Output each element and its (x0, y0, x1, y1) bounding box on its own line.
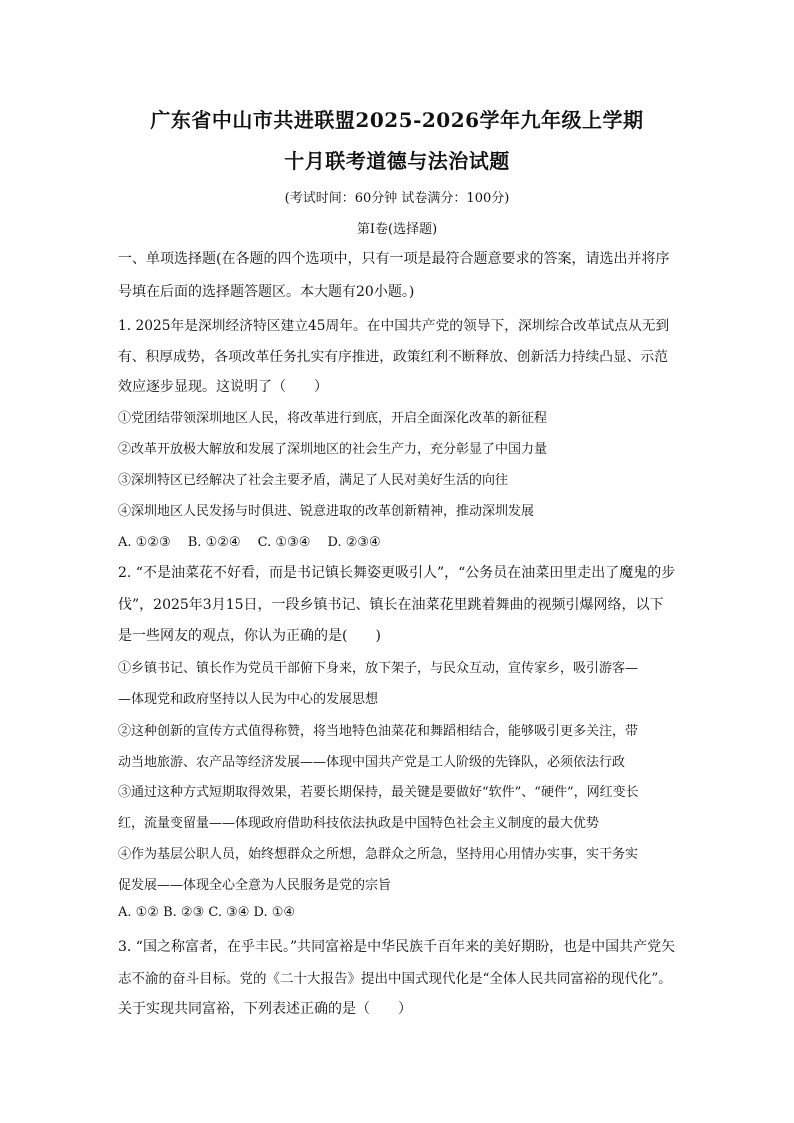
q3-stem-line2: 志不渝的奋斗目标。党的《二十大报告》提出中国式现代化是“全体人民共同富裕的现代化”。 (118, 971, 672, 987)
q2-stem-line3: 是一些网友的观点，你认为正确的是( ) (118, 628, 381, 644)
q1-stem-line1: 1. 2025年是深圳经济特区建立45周年。在中国共产党的领导下，深圳综合改革试点从无到 (118, 318, 670, 334)
exam-title-line1: 广东省中山市共进联盟2025-2026学年九年级上学期 (150, 108, 644, 132)
q2-option-2-line2: 动当地旅游、农产品等经济发展——体现中国共产党是工人阶级的先锋队，必须依法行政 (118, 755, 626, 770)
q2-stem-line1: 2. “不是油菜花不好看，而是书记镇长舞姿更吸引人”，“公务员在油菜田里走出了魔鬼的步 (118, 565, 676, 581)
section-instructions-line2: 号填在后面的选择题答题区。本大题有20小题。) (118, 284, 415, 300)
q1-option-1: ①党团结带领深圳地区人民，将改革进行到底，开启全面深化改革的新征程 (118, 411, 548, 426)
q2-option-3-line1: ③通过这种方式短期取得效果，若要长期保持，最关键是要做好“软件”、“硬件”，网红变长 (118, 785, 639, 800)
q2-option-3-line2: 红，流量变留量——体现政府借助科技依法执政是中国特色社会主义制度的最大优势 (118, 816, 600, 831)
volume-heading: 第Ⅰ卷(选择题) (356, 222, 438, 237)
q2-stem-line2: 伐”，2025年3月15日，一段乡镇书记、镇长在油菜花里跳着舞曲的视频引爆网络，以下 (118, 597, 664, 613)
q3-stem-line3: 关于实现共同富裕，下列表述正确的是（ ） (118, 1001, 412, 1017)
q2-option-4-line1: ④作为基层公职人员，始终想群众之所想，急群众之所急，坚持用心用情办实事，实干务实 (118, 847, 639, 862)
exam-title-line2: 十月联考道德与法治试题 (284, 149, 510, 173)
q1-option-3: ③深圳特区已经解决了社会主要矛盾，满足了人民对美好生活的向往 (118, 473, 509, 488)
q1-stem-line2: 有、积厚成势，各项改革任务扎实有序推进，政策红利不断释放、创新活力持续凸显、示范 (118, 349, 669, 365)
q1-choices: A. ①②③ B. ①②④ C. ①③④ D. ②③④ (118, 535, 381, 550)
q2-option-4-line2: 促发展——体现全心全意为人民服务是党的宗旨 (118, 878, 392, 893)
q2-option-1-line1: ①乡镇书记、镇长作为党员干部俯下身来，放下架子，与民众互动，宣传家乡，吸引游客— (118, 661, 639, 676)
q1-option-4: ④深圳地区人民发扬与时俱进、锐意进取的改革创新精神，推动深圳发展 (118, 504, 535, 519)
exam-info: (考试时间：60分钟 试卷满分：100分) (284, 191, 510, 206)
q3-stem-line1: 3. “国之称富者，在乎丰民。”共同富裕是中华民族千百年来的美好期盼，也是中国共产党矢 (118, 939, 676, 955)
section-instructions-line1: 一、单项选择题(在各题的四个选项中，只有一项是最符合题意要求的答案，请选出并将序 (118, 251, 670, 267)
q2-option-2-line1: ②这种创新的宣传方式值得称赞，将当地特色油菜花和舞蹈相结合，能够吸引更多关注，带 (118, 724, 639, 739)
q2-choices: A. ①② B. ②③ C. ③④ D. ①④ (118, 905, 296, 920)
q2-option-1-line2: —体现党和政府坚持以人民为中心的发展思想 (118, 692, 379, 707)
q1-option-2: ②改革开放极大解放和发展了深圳地区的社会生产力，充分彰显了中国力量 (118, 442, 548, 457)
q1-stem-line3: 效应逐步显现。这说明了（ ） (118, 379, 328, 395)
